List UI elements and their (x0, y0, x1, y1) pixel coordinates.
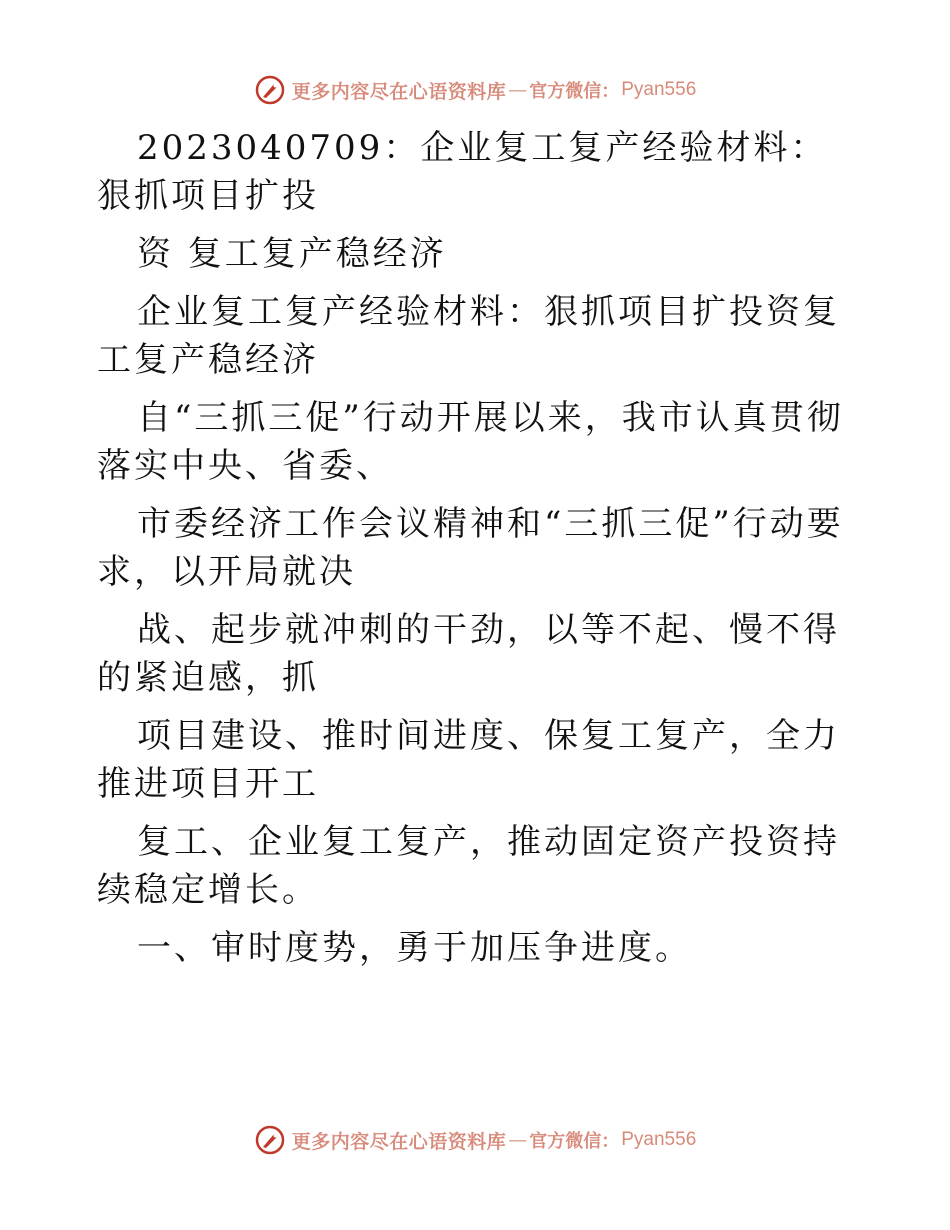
header-watermark (0, 70, 950, 110)
paragraph: 资 复工复产稳经济 (137, 234, 447, 274)
pen-nib-circle-icon (254, 74, 286, 106)
paragraph: 复工、企业复工复产，推动固定资产投资持续稳定增长。 (97, 822, 840, 910)
watermark-text: 更多内容尽在心语资料库 (291, 80, 507, 103)
paragraph: 企业复工复产经验材料：狠抓项目扩投资复工复产稳经济 (97, 292, 840, 380)
watermark-label: 官方微信： (529, 81, 620, 102)
paragraph: 项目建设、推时间进度、保复工复产，全力推进项目开工 (97, 716, 840, 804)
watermark-separator: — (508, 79, 528, 101)
watermark-label: 官方微信： (529, 1131, 620, 1152)
watermark-id: Pyan556 (621, 1129, 697, 1150)
paragraph: 市委经济工作会议精神和“三抓三促”行动要求，以开局就决 (97, 504, 844, 592)
document-body (97, 124, 857, 982)
footer-watermark (0, 1120, 950, 1160)
watermark-text: 更多内容尽在心语资料库 (291, 1130, 507, 1153)
paragraph: 战、起步就冲刺的干劲，以等不起、慢不得的紧迫感，抓 (97, 610, 840, 698)
watermark-id: Pyan556 (621, 79, 697, 100)
section-heading: 一、审时度势，勇于加压争进度。 (137, 928, 692, 968)
watermark-separator: — (508, 1129, 528, 1151)
paragraph: 自“三抓三促”行动开展以来，我市认真贯彻落实中央、省委、 (97, 398, 844, 486)
pen-nib-circle-icon (254, 1124, 286, 1156)
paragraph-title: 2023040709：企业复工复产经验材料：狠抓项目扩投 (97, 128, 828, 216)
